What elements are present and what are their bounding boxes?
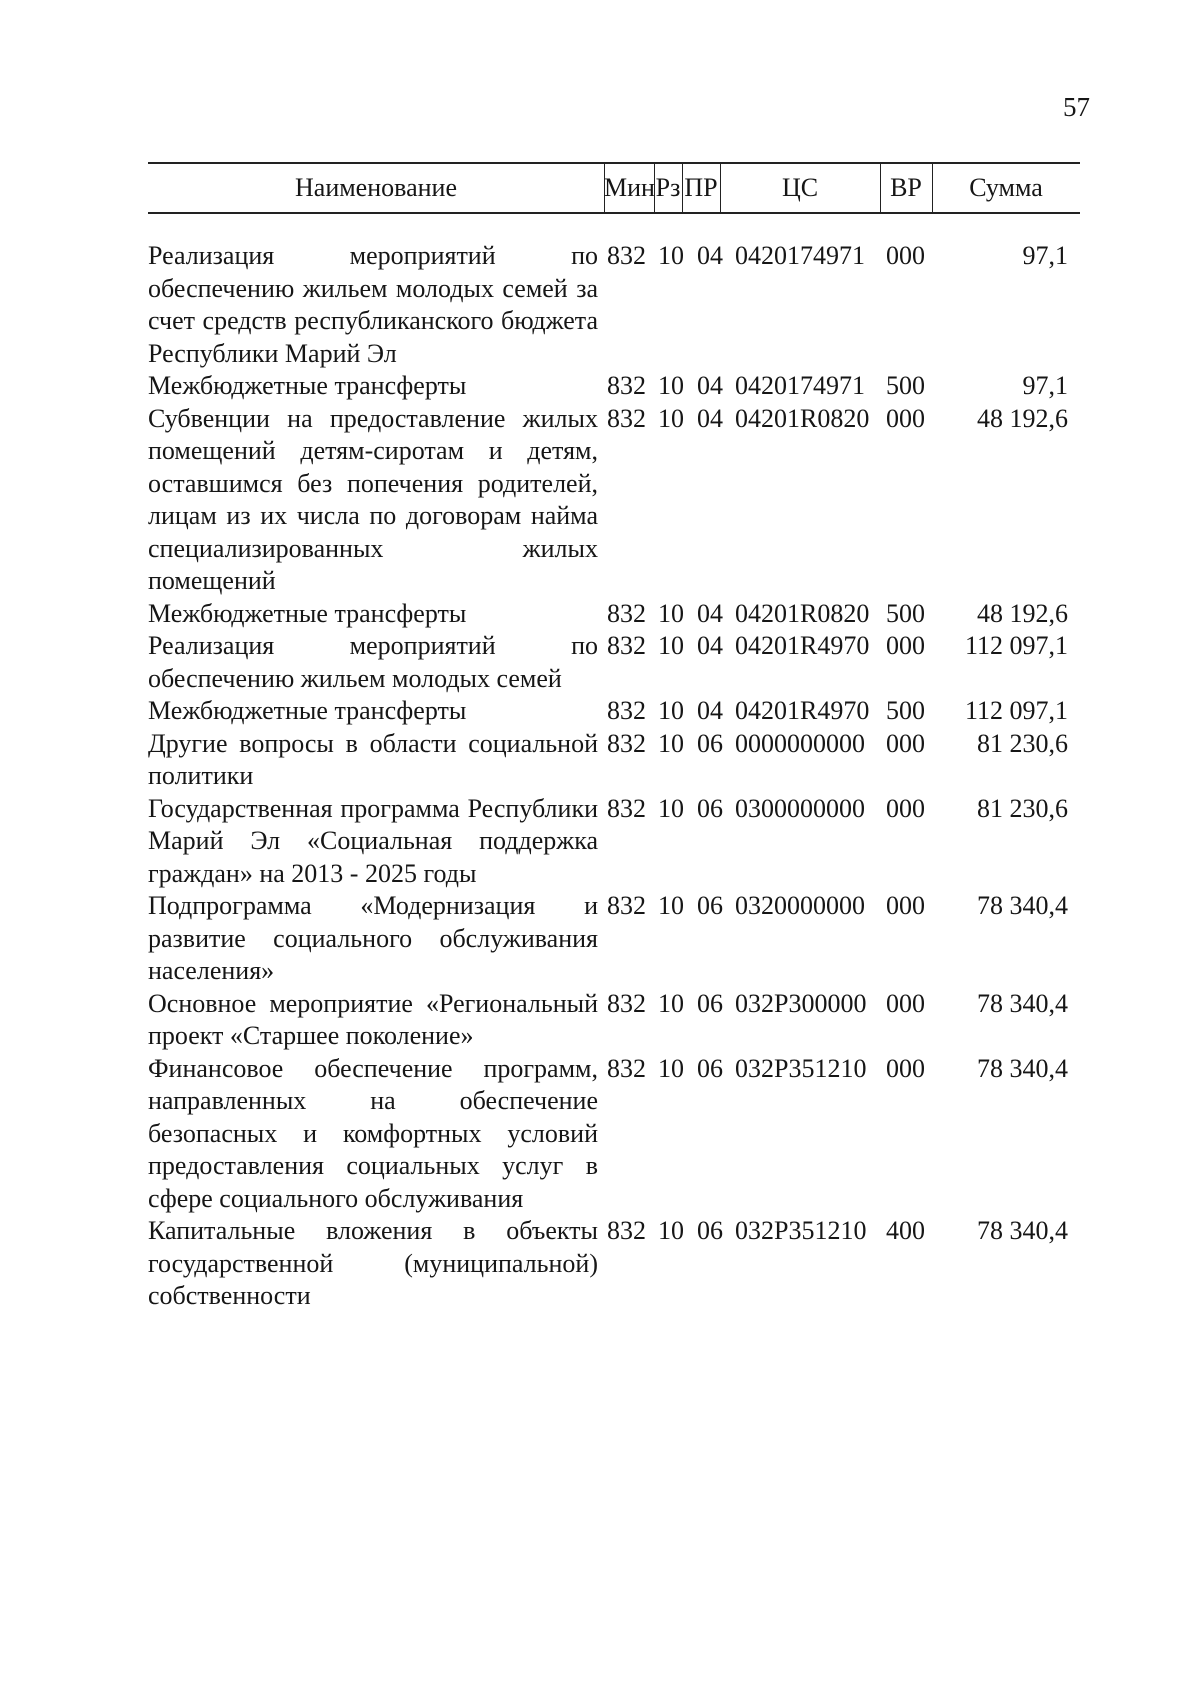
row-name: Межбюджетные трансферты bbox=[148, 371, 467, 400]
table-row bbox=[148, 1215, 1088, 1313]
row-min: 832 bbox=[607, 793, 646, 823]
header-vr: ВР bbox=[890, 173, 922, 202]
row-min: 832 bbox=[607, 988, 646, 1018]
table-row bbox=[148, 793, 1088, 891]
row-min: 832 bbox=[607, 1053, 646, 1083]
row-sum: 112 097,1 bbox=[964, 696, 1068, 725]
row-cs: 04201R4970 bbox=[735, 696, 870, 725]
row-min: 832 bbox=[607, 696, 646, 725]
header-rz: Рз bbox=[655, 173, 681, 202]
header-sum: Сумма bbox=[969, 173, 1043, 202]
row-vr: 500 bbox=[886, 598, 925, 628]
row-cs: 0320000000 bbox=[735, 891, 865, 920]
row-name: Субвенции на предоставление жилых помещений детям-сиротам и детям, оставшимся без попечения родителей, лицам из их числа по договорам найма специализированных жилых помещений bbox=[148, 403, 598, 595]
row-sum: 48 192,6 bbox=[977, 598, 1068, 628]
row-pr: 06 bbox=[697, 891, 723, 920]
row-vr: 000 bbox=[886, 403, 925, 433]
row-rz: 10 bbox=[658, 891, 684, 920]
row-vr: 500 bbox=[886, 696, 925, 725]
row-pr: 04 bbox=[697, 696, 723, 725]
table-row bbox=[148, 598, 1088, 631]
row-name: Реализация мероприятий по обеспечению жильем молодых семей за счет средств республиканского бюджета Республики Марий Эл bbox=[148, 241, 598, 368]
row-sum: 112 097,1 bbox=[964, 631, 1068, 660]
row-name: Финансовое обеспечение программ, направленных на обеспечение безопасных и комфортных условий предоставления социальных услуг в сфере социального обслуживания bbox=[148, 1053, 598, 1213]
table-row bbox=[148, 728, 1088, 793]
row-pr: 04 bbox=[697, 598, 723, 628]
row-min: 832 bbox=[607, 728, 646, 758]
row-cs: 0000000000 bbox=[735, 728, 865, 758]
row-min: 832 bbox=[607, 241, 646, 270]
row-vr: 000 bbox=[886, 988, 925, 1018]
row-rz: 10 bbox=[658, 631, 684, 660]
row-sum: 78 340,4 bbox=[977, 1053, 1068, 1083]
row-cs: 0420174971 bbox=[735, 241, 865, 270]
table-row bbox=[148, 630, 1088, 695]
row-pr: 04 bbox=[697, 371, 723, 400]
row-rz: 10 bbox=[658, 988, 684, 1018]
row-name: Подпрограмма «Модернизация и развитие социального обслуживания населения» bbox=[148, 891, 598, 985]
row-pr: 04 bbox=[697, 241, 723, 270]
row-rz: 10 bbox=[658, 371, 684, 400]
row-rz: 10 bbox=[658, 598, 684, 628]
row-vr: 000 bbox=[886, 793, 925, 823]
row-vr: 000 bbox=[886, 1053, 925, 1083]
row-name: Государственная программа Республики Марий Эл «Социальная поддержка граждан» на 2013 - 2025 годы bbox=[148, 793, 598, 888]
row-sum: 48 192,6 bbox=[977, 403, 1068, 433]
row-pr: 06 bbox=[697, 793, 723, 823]
table-row bbox=[148, 240, 1088, 370]
header-name: Наименование bbox=[295, 173, 457, 202]
row-sum: 81 230,6 bbox=[977, 728, 1068, 758]
row-pr: 06 bbox=[697, 728, 723, 758]
row-min: 832 bbox=[607, 371, 646, 400]
table-row bbox=[148, 890, 1088, 988]
row-cs: 032P351210 bbox=[735, 1216, 867, 1245]
row-rz: 10 bbox=[658, 403, 684, 433]
row-rz: 10 bbox=[658, 1053, 684, 1083]
row-rz: 10 bbox=[658, 728, 684, 758]
row-rz: 10 bbox=[658, 1216, 684, 1245]
row-name: Основное мероприятие «Региональный проект «Старшее поколение» bbox=[148, 988, 598, 1050]
row-pr: 06 bbox=[697, 988, 723, 1018]
row-vr: 000 bbox=[886, 631, 925, 660]
row-vr: 000 bbox=[886, 891, 925, 920]
table-body bbox=[148, 240, 1088, 1313]
row-sum: 78 340,4 bbox=[977, 891, 1068, 920]
row-vr: 400 bbox=[886, 1216, 925, 1245]
row-name: Реализация мероприятий по обеспечению жильем молодых семей bbox=[148, 631, 598, 693]
row-pr: 04 bbox=[697, 631, 723, 660]
row-sum: 78 340,4 bbox=[977, 1216, 1068, 1245]
row-min: 832 bbox=[607, 1216, 646, 1245]
row-name: Межбюджетные трансферты bbox=[148, 598, 467, 628]
row-name: Другие вопросы в области социальной политики bbox=[148, 728, 598, 790]
table-header bbox=[148, 162, 1080, 214]
row-min: 832 bbox=[607, 403, 646, 433]
row-sum: 97,1 bbox=[1022, 241, 1068, 270]
table-row bbox=[148, 988, 1088, 1053]
row-name: Капитальные вложения в объекты государственной (муниципальной) собственности bbox=[148, 1216, 598, 1310]
row-sum: 78 340,4 bbox=[977, 988, 1068, 1018]
row-cs: 04201R0820 bbox=[735, 403, 870, 433]
row-min: 832 bbox=[607, 598, 646, 628]
row-rz: 10 bbox=[658, 793, 684, 823]
header-min: Мин bbox=[604, 173, 655, 202]
row-cs: 04201R0820 bbox=[735, 598, 870, 628]
row-min: 832 bbox=[607, 631, 646, 660]
row-sum: 97,1 bbox=[1022, 371, 1068, 400]
row-min: 832 bbox=[607, 891, 646, 920]
row-cs: 0420174971 bbox=[735, 371, 865, 400]
row-cs: 04201R4970 bbox=[735, 631, 870, 660]
row-cs: 032P351210 bbox=[735, 1053, 867, 1083]
row-sum: 81 230,6 bbox=[977, 793, 1068, 823]
table-row bbox=[148, 1053, 1088, 1216]
row-vr: 500 bbox=[886, 371, 925, 400]
row-vr: 000 bbox=[886, 241, 925, 270]
row-rz: 10 bbox=[658, 241, 684, 270]
row-rz: 10 bbox=[658, 696, 684, 725]
row-pr: 06 bbox=[697, 1216, 723, 1245]
row-vr: 000 bbox=[886, 728, 925, 758]
row-cs: 032P300000 bbox=[735, 988, 867, 1018]
table-row bbox=[148, 695, 1088, 728]
header-cs: ЦС bbox=[781, 173, 819, 202]
table-row bbox=[148, 403, 1088, 598]
header-pr: ПР bbox=[684, 173, 718, 202]
table-row bbox=[148, 370, 1088, 403]
row-pr: 04 bbox=[697, 403, 723, 433]
row-pr: 06 bbox=[697, 1053, 723, 1083]
row-name: Межбюджетные трансферты bbox=[148, 696, 467, 725]
page-number: 57 bbox=[1063, 92, 1090, 122]
row-cs: 0300000000 bbox=[735, 793, 865, 823]
